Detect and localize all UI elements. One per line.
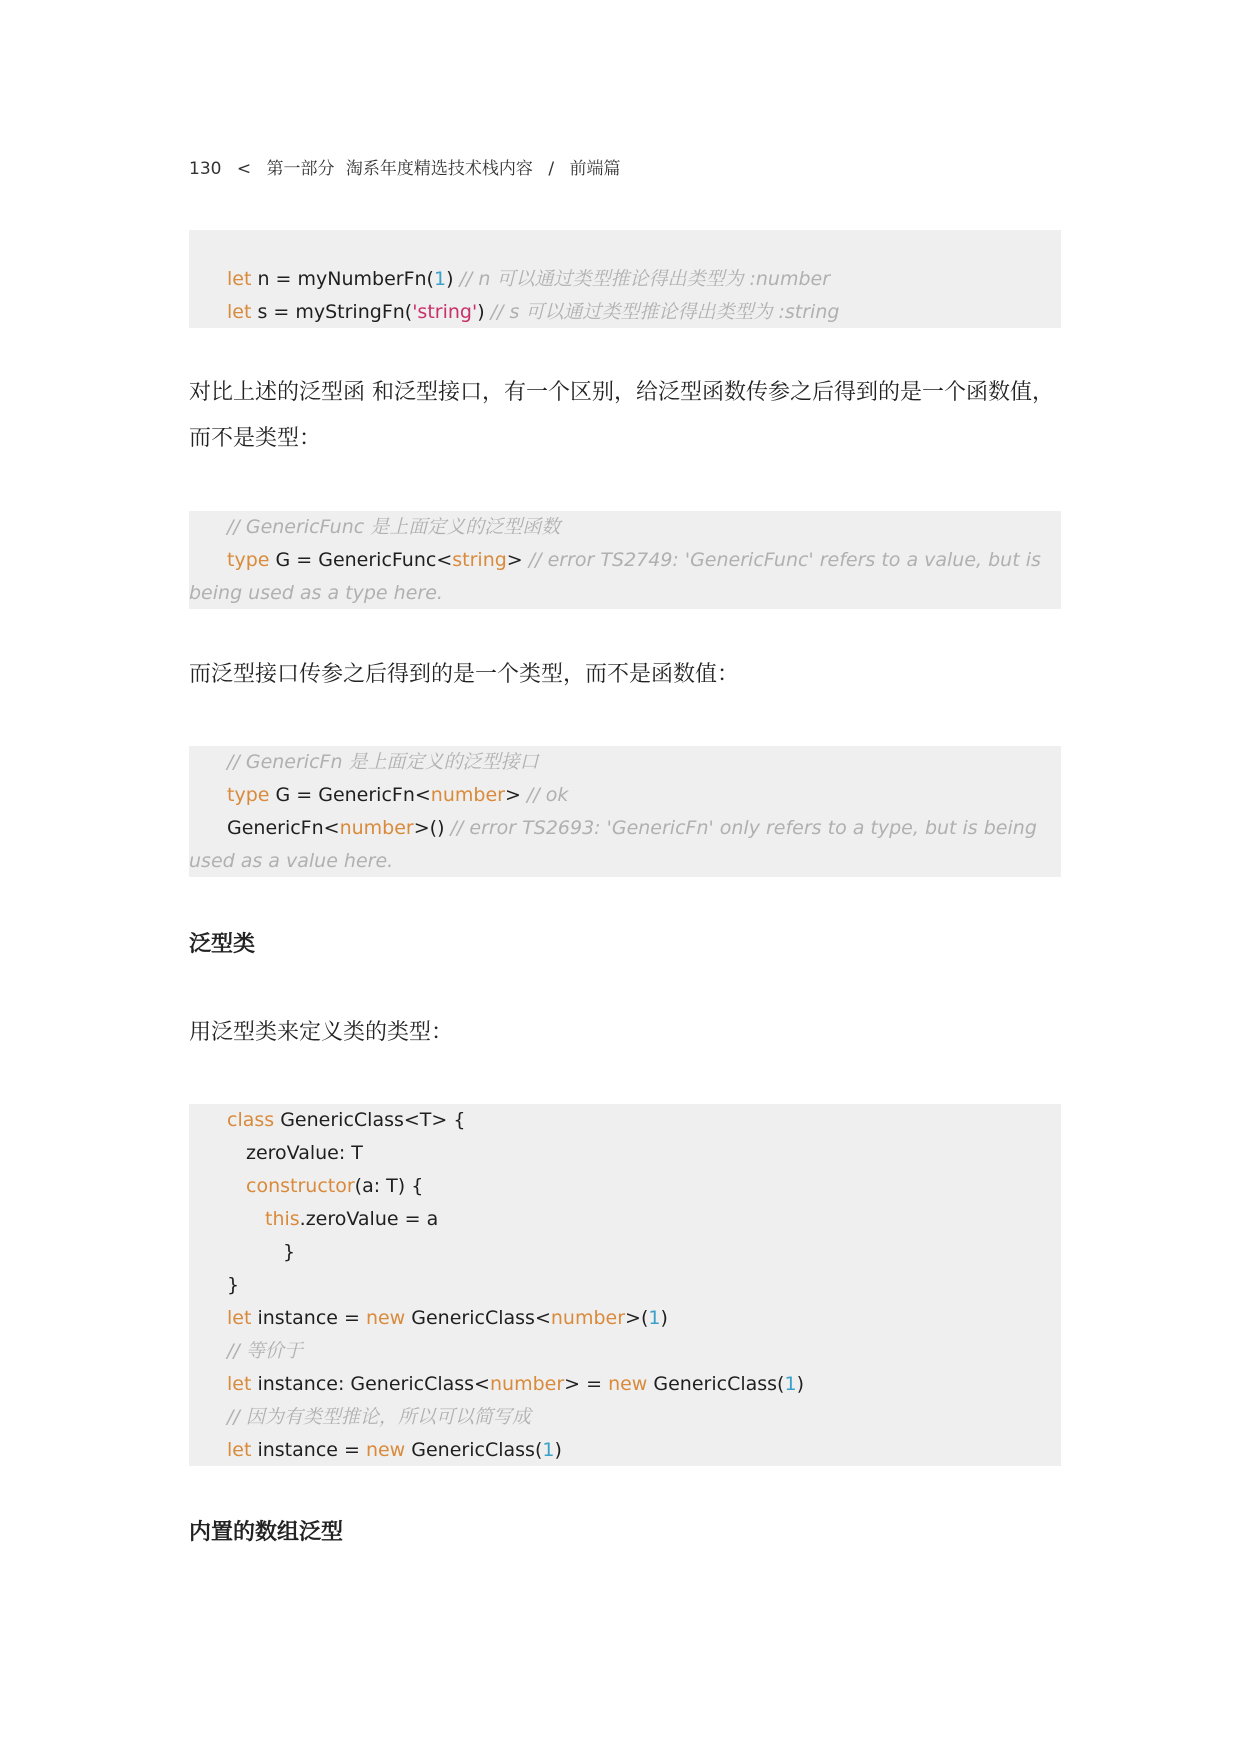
code-block-2 (189, 511, 1061, 609)
paragraph-3: 用泛型类来定义类的类型： (189, 1020, 454, 1045)
code-line: // 因为有类型推论，所以可以简写成 (227, 1406, 531, 1428)
code-line: // GenericFn 是上面定义的泛型接口 (227, 751, 539, 773)
code-block-3 (189, 746, 1061, 877)
page-number: 130 (189, 159, 222, 179)
code-line: // 等价于 (227, 1340, 303, 1362)
code-line: type G = GenericFn<number> // ok (227, 784, 569, 806)
code-line: class GenericClass<T> { (227, 1109, 466, 1131)
code-line: } (227, 1274, 240, 1296)
code-line: this.zeroValue = a (265, 1208, 439, 1230)
header-slash: / (548, 159, 555, 179)
code-line: let s = myStringFn('string') // s 可以通过类型推论得出类型为 :string (227, 301, 840, 323)
code-line: zeroValue: T (246, 1142, 363, 1164)
code-line: let instance = new GenericClass(1) (227, 1439, 562, 1461)
header-title: 淘系年度精选技术栈内容 (345, 159, 533, 179)
page-header (189, 154, 630, 179)
code-line: let n = myNumberFn(1) // n 可以通过类型推论得出类型为 :number (227, 268, 831, 290)
code-line: constructor(a: T) { (246, 1175, 424, 1197)
section-heading: 内置的数组泛型 (189, 1520, 344, 1545)
paragraph-2: 而泛型接口传参之后得到的是一个类型，而不是函数值： (189, 662, 740, 687)
section-heading: 泛型类 (189, 932, 256, 957)
code-block-4 (189, 1104, 1061, 1466)
code-line: type G = GenericFunc<string> // error TS2749: 'GenericFunc' refers to a value, but is being used as a type here. (189, 549, 1041, 604)
code-line: let instance = new GenericClass<number>(1) (227, 1307, 668, 1329)
code-line: let instance: GenericClass<number> = new GenericClass(1) (227, 1373, 804, 1395)
code-line: // GenericFunc 是上面定义的泛型函数 (227, 516, 561, 538)
paragraph-1: 对比上述的泛型函 和泛型接口，有一个区别，给泛型函数传参之后得到的是一个函数值，而不是类型： (189, 380, 1054, 451)
code-line: GenericFn<number>() // error TS2693: 'GenericFn' only refers to a type, but is being used as a value here. (189, 817, 1037, 872)
header-section: 前端篇 (569, 159, 621, 179)
code-line: } (283, 1241, 296, 1263)
header-part: 第一部分 (266, 159, 335, 179)
code-block-1 (189, 230, 1061, 328)
header-arrow: < (236, 159, 252, 179)
